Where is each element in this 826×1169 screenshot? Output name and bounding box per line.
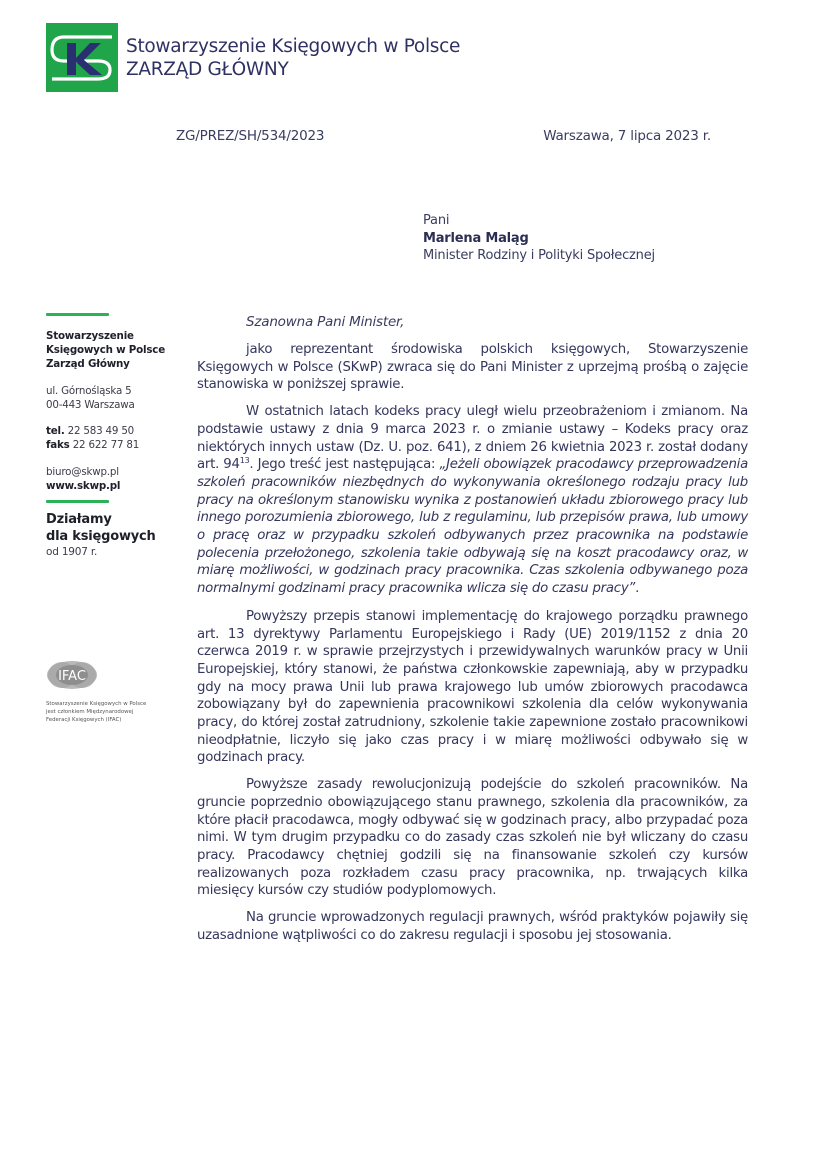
paragraph: Powyższy przepis stanowi implementację do krajowego porządku prawnego art. 13 dyrektywy Parlamentu Europejskiego i Rady (UE) 2019/1152 z dnia 20 czerwca 2019 r. w sprawie przejrzystych i przewidywalnych warunków pracy w Unii Europejskiej, który stanowi, że państwa członkowskie zapewniają, aby w przypadku gdy na mocy prawa Unii lub prawa krajowego lub umów zbiorowych pracodawca zobowiązany był do zapewnienia pracownikowi szkolenia dla celów wykonywania pracy, do której został zatrudniony, szkolenie takie zapewnione zostało pracownikowi nieodpłatnie, liczyło się jako czas pracy i w miarę możliwości odbywało się w godzinach pracy. [197,608,748,766]
paragraph-text: . [635,581,640,597]
organization-title [126,35,460,81]
place-date: Warszawa, 7 lipca 2023 r. [543,128,711,144]
phone-line [46,424,186,438]
addressee-name: Marlena Maląg [423,230,529,246]
tel-label: tel. [46,425,65,437]
ifac-membership-note [46,700,176,724]
divider [46,500,109,503]
sidebar-org-name [46,329,186,371]
sidebar-org-line: Zarząd Główny [46,358,130,370]
fax-value: 22 622 77 81 [72,439,140,451]
email-link[interactable]: biuro@skwp.pl [46,466,119,478]
ifac-note-line: Stowarzyszenie Księgowych w Polsce [46,701,147,707]
tel-value: 22 583 49 50 [67,425,135,437]
ifac-note-line: jest członkiem Międzynarodowej [46,709,134,715]
salutation: Szanowna Pani Minister, [246,314,405,330]
legal-quote: „Jeżeli obowiązek pracodawcy przeprowadzenia szkoleń pracowników niezbędnych do wykonywania określonego rodzaju pracy lub pracy na określonym stanowisku wynika z postanowień układu zbiorowego pracy lub innego porozumienia zbiorowego, lub z regulaminu, lub przepisów prawa, lub umowy o pracę oraz w przypadku szkoleń odbywanych przez pracownika na podstawie polecenia przełożonego, szkolenia takie odbywają się na koszt pracodawcy oraz, w miarę możliwości, w godzinach pracy pracownika. Czas szkolenia odbywanego poza normalnymi godzinami pracy pracownika wlicza się do czasu pracy” [197,457,748,597]
sidebar-phones [46,424,186,452]
sidebar-org-line: Stowarzyszenie [46,330,134,342]
motto-line: dla księgowych [46,529,156,544]
sidebar-web [46,465,186,493]
addressee-block [423,212,655,265]
website-link[interactable]: www.skwp.pl [46,480,121,492]
paragraph [197,403,748,598]
sidebar-org-line: Księgowych w Polsce [46,344,165,356]
superscript: 13 [239,456,250,466]
motto-line: Działamy [46,512,112,527]
divider [46,313,109,316]
paragraph-text: . Jego treść jest następująca: [249,457,440,473]
org-name: Stowarzyszenie Księgowych w Polsce [126,36,461,57]
letter-body [197,341,748,954]
addressee-title: Minister Rodziny i Polityki Społecznej [423,248,655,263]
sidebar-address [46,384,186,412]
sidebar-contact [46,313,186,559]
paragraph: Powyższe zasady rewolucjonizują podejście do szkoleń pracowników. Na gruncie poprzednio obowiązującego stanu prawnego, szkolenia dla pracowników, za które płacił pracodawca, mogły odbywać się w godzinach pracy, albo przypadać poza nimi. W tym drugim przypadku co do zasady czas szkoleń nie był wliczany do czasu pracy. Pracodawcy chętniej godzili się na finansowanie szkoleń czy kursów realizowanych poza rozkładem czasu pracy pracownika, np. trwających kilka miesięcy kursów czy studiów podyplomowych. [197,777,748,899]
ifac-note-line: Federacji Księgowych (IFAC) [46,717,122,723]
since-year: od 1907 r. [46,546,98,558]
org-unit: ZARZĄD GŁÓWNY [126,59,289,80]
paragraph: jako reprezentant środowiska polskich księgowych, Stowarzyszenie Księgowych w Polsce (SKwP) zwraca się do Pani Minister z uprzejmą prośbą o zajęcie stanowiska w poniższej sprawie. [197,342,748,393]
reference-number: ZG/PREZ/SH/534/2023 [176,128,325,144]
paragraph: Na gruncie wprowadzonych regulacji prawnych, wśród praktyków pojawiły się uzasadnione wątpliwości co do zakresu regulacji i sposobu jej stosowania. [197,910,748,943]
paragraph-text: W ostatnich latach kodeks pracy uległ wielu przeobrażeniom i zmianom. Na podstawie ustawy z dnia 9 marca 2023 r. o zmianie ustawy – Kodeks pracy oraz niektórych innych ustaw (Dz. U. poz. 641), z dniem 26 kwietnia 2023 r. został dodany art. 94 [197,404,748,473]
address-street: ul. Górnośląska 5 [46,385,132,397]
addressee-honorific: Pani [423,213,450,228]
fax-label: faks [46,439,70,451]
ifac-logo-icon [46,660,98,690]
svg-text:IFAC: IFAC [58,669,86,684]
address-city: 00-443 Warszawa [46,399,135,411]
fax-line [46,438,186,452]
motto [46,511,186,545]
skwp-logo-icon [46,23,118,92]
